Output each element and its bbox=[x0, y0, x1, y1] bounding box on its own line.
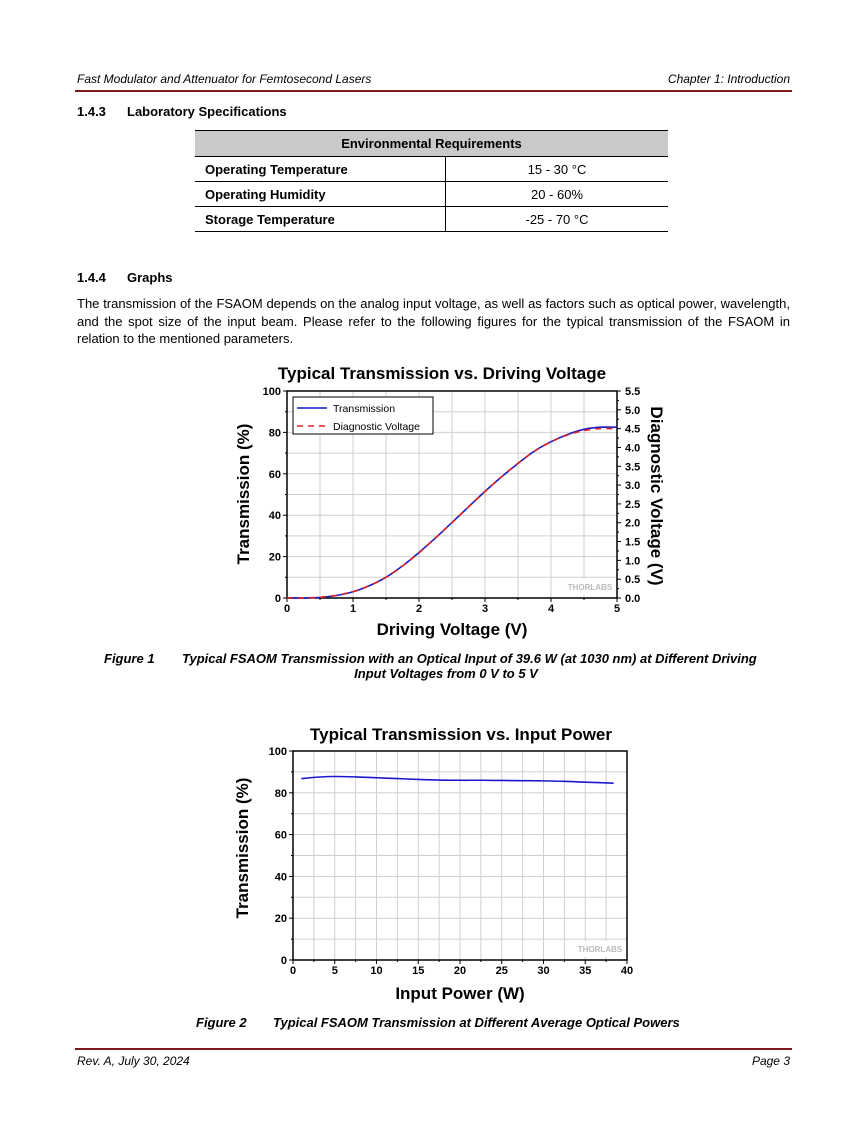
header-chapter: Chapter 1: Introduction bbox=[667, 72, 790, 86]
thorlabs-watermark: THORLABS bbox=[567, 583, 613, 592]
figure2-label: Figure 2 bbox=[196, 1015, 247, 1030]
table-row bbox=[195, 157, 668, 182]
svg-text:4.0: 4.0 bbox=[625, 442, 641, 455]
row-value: -25 - 70 °C bbox=[446, 207, 669, 232]
svg-text:1: 1 bbox=[349, 603, 357, 615]
svg-text:20: 20 bbox=[453, 965, 467, 977]
svg-text:4.5: 4.5 bbox=[625, 423, 641, 436]
chart2-title: Typical Transmission vs. Input Power bbox=[310, 725, 612, 744]
svg-text:2: 2 bbox=[415, 603, 423, 615]
footer-rule bbox=[75, 1048, 792, 1050]
chart2-xlabel: Input Power (W) bbox=[395, 984, 525, 1003]
series-transmission-line bbox=[301, 776, 613, 783]
chart1-title: Typical Transmission vs. Driving Voltage bbox=[277, 364, 607, 383]
row-value: 15 - 30 °C bbox=[446, 157, 669, 182]
svg-text:3: 3 bbox=[481, 603, 489, 615]
chart-transmission-vs-driving-voltage bbox=[225, 358, 675, 643]
svg-text:1.5: 1.5 bbox=[625, 536, 641, 549]
footer-page-number: Page 3 bbox=[751, 1054, 790, 1068]
section-number: 1.4.4 bbox=[77, 270, 106, 285]
footer-revision: Rev. A, July 30, 2024 bbox=[77, 1054, 190, 1068]
svg-text:2.0: 2.0 bbox=[625, 517, 641, 530]
figure1-caption bbox=[182, 651, 790, 681]
svg-text:4: 4 bbox=[547, 603, 555, 615]
figure1-label: Figure 1 bbox=[104, 651, 155, 666]
row-label: Operating Humidity bbox=[195, 182, 446, 207]
svg-text:20: 20 bbox=[274, 913, 287, 926]
legend-transmission: Transmission bbox=[333, 403, 396, 415]
svg-text:60: 60 bbox=[274, 829, 287, 842]
svg-text:25: 25 bbox=[495, 965, 508, 977]
svg-text:100: 100 bbox=[268, 746, 287, 758]
svg-text:30: 30 bbox=[537, 965, 550, 977]
svg-text:3.5: 3.5 bbox=[625, 461, 641, 474]
section-title: Laboratory Specifications bbox=[127, 104, 287, 119]
page-footer bbox=[77, 1054, 790, 1068]
svg-text:80: 80 bbox=[268, 427, 281, 440]
chart2-ylabel: Transmission (%) bbox=[233, 777, 252, 919]
environmental-requirements-table bbox=[195, 130, 668, 232]
header-doc-title: Fast Modulator and Attenuator for Femtosecond Lasers bbox=[77, 72, 372, 86]
row-label: Storage Temperature bbox=[195, 207, 446, 232]
svg-text:40: 40 bbox=[620, 965, 634, 977]
svg-text:35: 35 bbox=[579, 965, 592, 977]
table-title: Environmental Requirements bbox=[195, 131, 668, 157]
chart1-ylabel: Transmission (%) bbox=[234, 423, 253, 565]
chart1-legend bbox=[293, 397, 433, 434]
svg-text:20: 20 bbox=[268, 551, 281, 564]
page-header bbox=[77, 72, 790, 86]
svg-text:40: 40 bbox=[268, 510, 281, 523]
table-row bbox=[195, 207, 668, 232]
chart1-y2label: Diagnostic Voltage (V) bbox=[647, 406, 666, 586]
table-row bbox=[195, 182, 668, 207]
chart1-xlabel: Driving Voltage (V) bbox=[376, 620, 528, 639]
svg-text:5: 5 bbox=[331, 965, 338, 977]
svg-text:2.5: 2.5 bbox=[625, 498, 641, 511]
graphs-intro-paragraph: The transmission of the FSAOM depends on the analog input voltage, as well as factors such as optical power, wavelength, and the spot size of the input beam. Please refer to the following figures for the typical transmission of the FSAOM in relation to the mentioned parameters. bbox=[77, 296, 790, 346]
svg-text:10: 10 bbox=[370, 965, 383, 977]
svg-text:0.5: 0.5 bbox=[625, 574, 641, 587]
section-number: 1.4.3 bbox=[77, 104, 106, 119]
row-value: 20 - 60% bbox=[446, 182, 669, 207]
svg-text:5.5: 5.5 bbox=[625, 386, 641, 398]
chart-transmission-vs-input-power bbox=[225, 718, 645, 1008]
svg-text:5.0: 5.0 bbox=[625, 404, 641, 417]
svg-text:15: 15 bbox=[412, 965, 425, 977]
svg-text:0: 0 bbox=[283, 603, 291, 615]
svg-text:0: 0 bbox=[289, 965, 297, 977]
row-label: Operating Temperature bbox=[195, 157, 446, 182]
svg-text:5: 5 bbox=[613, 603, 621, 615]
thorlabs-watermark: THORLABS bbox=[577, 945, 623, 954]
svg-text:1.0: 1.0 bbox=[625, 555, 641, 568]
svg-text:80: 80 bbox=[274, 787, 287, 800]
header-rule bbox=[75, 90, 792, 92]
svg-text:60: 60 bbox=[268, 468, 281, 481]
svg-text:3.0: 3.0 bbox=[625, 480, 641, 493]
svg-text:0: 0 bbox=[274, 593, 281, 605]
svg-text:40: 40 bbox=[274, 871, 287, 884]
section-heading-graphs bbox=[77, 270, 173, 285]
legend-diagnostic-voltage: Diagnostic Voltage bbox=[333, 421, 420, 433]
section-heading-lab-specs bbox=[77, 104, 287, 119]
svg-text:100: 100 bbox=[262, 386, 281, 398]
figure1-caption-line2: Input Voltages from 0 V to 5 V bbox=[354, 666, 538, 681]
figure1-caption-line1: Typical FSAOM Transmission with an Optical Input of 39.6 W (at 1030 nm) at Different Driving bbox=[182, 651, 757, 666]
section-title: Graphs bbox=[127, 270, 173, 285]
figure2-caption: Typical FSAOM Transmission at Different Average Optical Powers bbox=[273, 1015, 680, 1030]
svg-text:0: 0 bbox=[280, 955, 287, 967]
svg-text:0.0: 0.0 bbox=[625, 593, 641, 605]
